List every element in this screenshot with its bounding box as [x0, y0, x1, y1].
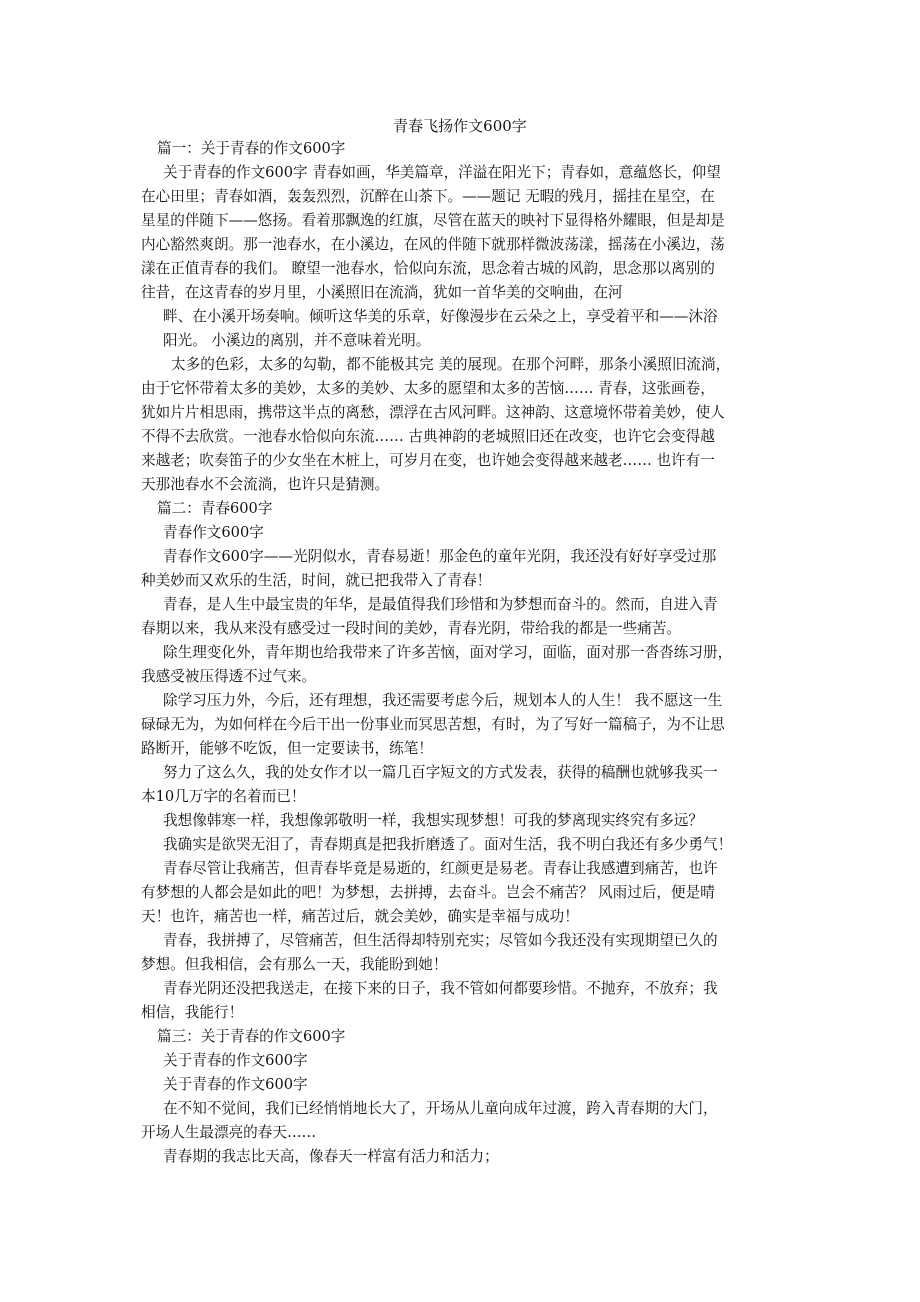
paragraph-line: 除学习压力外，今后，还有理想，我还需要考虑今后，规划本人的人生！ 我不愿这一生: [163, 692, 723, 709]
paragraph-line: 太多的色彩，太多的勾勒，都不能极其完 美的展现。在那个河畔，那条小溪照旧流淌，: [171, 356, 731, 373]
paragraph-line: 青春光阴还没把我送走，在接下来的日子，我不管如何都要珍惜。不抛弃，不放弃；我: [163, 980, 718, 997]
subheading: 关于青春的作文600字: [163, 1076, 308, 1093]
paragraph-line: 我确实是欲哭无泪了，青春期真是把我折磨透了。面对生活，我不明白我还有多少勇气！: [163, 836, 733, 853]
paragraph-line: 碌碌无为，为如何样在今后干出一份事业而冥思苦想，有时，为了写好一篇稿子，为不让思: [141, 716, 725, 733]
section-heading: 篇二：青春600字: [157, 500, 273, 517]
subheading: 关于青春的作文600字: [163, 1052, 308, 1069]
paragraph-line: 关于青春的作文600字 青春如画，华美篇章，洋溢在阳光下；青春如，意蕴悠长，仰望: [163, 164, 721, 181]
paragraph-line: 相信，我能行！: [141, 1004, 244, 1021]
paragraph-line: 青春作文600字——光阴似水，青春易逝！那金色的童年光阴，我还没有好好享受过那: [163, 548, 717, 565]
subheading: 青春作文600字: [163, 524, 264, 541]
paragraph-line: 青春，是人生中最宝贵的年华，是最值得我们珍惜和为梦想而奋斗的。然而，自进入青: [163, 596, 718, 613]
paragraph-line: 种美妙而又欢乐的生活，时间，就已把我带入了青春！: [141, 572, 492, 589]
paragraph-line: 梦想。但我相信，会有那么一天，我能盼到她！: [141, 956, 448, 973]
paragraph-line: 在不知不觉间，我们已经悄悄地长大了，开场从儿童向成年过渡，跨入青春期的大门，: [163, 1100, 718, 1117]
paragraph-line: 我感受被压得透不过气来。: [141, 668, 317, 685]
paragraph-line: 不得不去欣赏。一池春水恰似向东流…… 古典神韵的老城照旧还在改变，也许它会变得越: [141, 428, 715, 445]
paragraph-line: 天那池春水不会流淌，也许只是猜测。: [141, 476, 390, 493]
paragraph-line: 有梦想的人都会是如此的吧！为梦想，去拼搏，去奋斗。岂会不痛苦？ 风雨过后，便是晴: [141, 884, 715, 901]
paragraph-line: 畔、在小溪开场奏响。倾听这华美的乐章，好像漫步在云朵之上，享受着平和——沐浴: [163, 308, 718, 325]
paragraph-line: 内心豁然爽朗。那一池春水，在小溪边，在风的伴随下就那样微波荡漾，摇荡在小溪边，荡: [141, 236, 725, 253]
document-title: 青春飞扬作文600字: [393, 117, 527, 135]
paragraph-line: 往昔，在这青春的岁月里，小溪照旧在流淌，犹如一首华美的交响曲，在河: [141, 284, 623, 301]
paragraph-line: 路断开，能够不吃饭，但一定要读书，练笔！: [141, 740, 433, 757]
paragraph-line: 漾在正值青春的我们。 瞭望一池春水，恰似向东流，思念着古城的风韵，思念那以离别的: [141, 260, 715, 277]
paragraph-line: 由于它怀带着太多的美妙，太多的美妙、太多的愿望和太多的苦恼…… 青春，这张画卷，: [141, 380, 715, 397]
paragraph-line: 努力了这么久，我的处女作才以一篇几百字短文的方式发表，获得的稿酬也就够我买一: [163, 764, 718, 781]
section-heading: 篇一：关于青春的作文600字: [157, 140, 346, 157]
paragraph-line: 在心田里；青春如酒，轰轰烈烈，沉醉在山茶下。——题记 无暇的残月，摇挂在星空，在: [141, 188, 715, 205]
paragraph-line: 青春，我拼搏了，尽管痛苦，但生活得却特别充实；尽管如今我还没有实现期望已久的: [163, 932, 718, 949]
paragraph-line: 星星的伴随下——悠扬。看着那飘逸的红旗，尽管在蓝天的映衬下显得格外耀眼，但是却是: [141, 212, 725, 229]
paragraph-line: 本10几万字的名着而已！: [141, 788, 306, 805]
paragraph-line: 开场人生最漂亮的春天……: [141, 1124, 317, 1141]
paragraph-line: 来越老；吹奏笛子的少女坐在木桩上，可岁月在变，也许她会变得越来越老…… 也许有一: [141, 452, 715, 469]
paragraph-line: 青春期的我志比天高，像春天一样富有活力和活力；: [163, 1148, 499, 1165]
paragraph-line: 春期以来，我从来没有感受过一段时间的美妙，青春光阴，带给我的都是一些痛苦。: [141, 620, 681, 637]
document-body: [141, 137, 791, 1169]
paragraph-line: 除生理变化外，青年期也给我带来了许多苦恼，面对学习，面临，面对那一沓沓练习册，: [163, 644, 733, 661]
paragraph-line: 天！也许，痛苦也一样，痛苦过后，就会美妙，确实是幸福与成功！: [141, 908, 579, 925]
paragraph-line: 阳光。 小溪边的离别，并不意味着光明。: [163, 332, 431, 349]
section-heading: 篇三：关于青春的作文600字: [157, 1028, 346, 1045]
paragraph-line: 犹如片片相思雨，携带这半点的离愁，漂浮在古风河畔。这神韵、这意境怀带着美妙，使人: [141, 404, 725, 421]
paragraph-line: 我想像韩寒一样，我想像郭敬明一样，我想实现梦想！可我的梦离现实终究有多远？: [163, 812, 703, 829]
paragraph-line: 青春尽管让我痛苦，但青春毕竟是易逝的，红颜更是易老。青春让我感遭到痛苦，也许: [163, 860, 718, 877]
